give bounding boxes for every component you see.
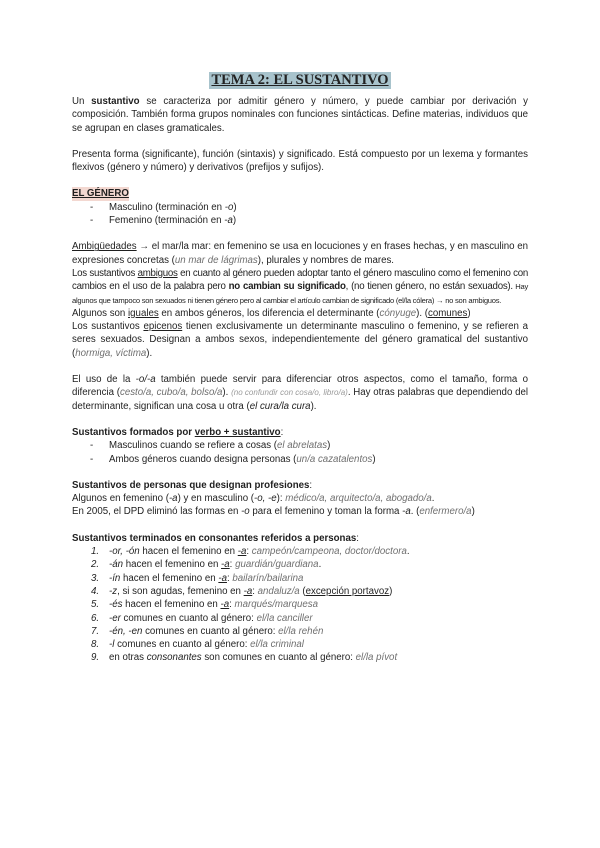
intro-term: sustantivo	[91, 96, 140, 107]
list-item	[72, 214, 528, 227]
section-heading: :	[309, 479, 313, 491]
ending-text: -a	[243, 585, 253, 597]
list-item	[72, 585, 528, 598]
para-text: )	[467, 307, 471, 319]
list-number: 1.	[91, 546, 100, 558]
ending-text: -a	[220, 599, 230, 611]
dash-marker: -	[90, 201, 94, 213]
para-text: tienen exclusivamente un determinante masculino o femenino, y se refieren a seres sexuados. Designan a ambos sexos, independientemente del género gramatical del sustantivo (	[72, 321, 528, 359]
intro-text: Un	[72, 96, 92, 107]
epicenos-paragraph	[72, 320, 528, 360]
item-text: :	[229, 599, 235, 611]
ambiguedades-paragraph	[72, 240, 528, 267]
item-text: :	[226, 572, 233, 584]
item-text: )	[233, 201, 237, 213]
ending-text: -ín	[109, 572, 121, 584]
section-heading: Sustantivos formados por	[72, 426, 195, 438]
para-text: ), plurales y nombres de mares.	[257, 254, 394, 266]
profesiones-heading	[72, 479, 528, 492]
ambiguos-paragraph	[72, 267, 528, 307]
para-text: ) y en masculino (	[177, 493, 255, 505]
ending-text: -or, -ón	[109, 546, 140, 558]
para-text: ).	[222, 387, 232, 399]
item-text: comunes en cuanto al género:	[142, 625, 279, 637]
para-text: , (no tienen género, no están sexuados).	[345, 281, 513, 293]
example-text: el/la rehén	[278, 625, 324, 637]
ambiguos-term: ambiguos	[137, 267, 178, 279]
example-text: marqués/marquesa	[234, 599, 318, 611]
example-text: guardián/guardiana	[235, 559, 319, 571]
item-text: hacen el femenino en	[139, 546, 238, 558]
section-heading: :	[356, 532, 359, 544]
exception-text: excepción portavoz	[305, 585, 390, 597]
ending-text: -o/-a	[135, 374, 156, 386]
item-text: :	[252, 585, 258, 597]
para-text: → el mar/la mar: en femenino se usa en locuciones y en frases hechas, y en masculino en expresiones concretas (	[72, 241, 528, 266]
item-text: en otras	[109, 652, 147, 664]
item-text: )	[389, 585, 393, 597]
ending-text: -o	[241, 506, 250, 518]
item-text: Masculino (terminación en	[109, 201, 225, 213]
example-text: el/la canciller	[256, 612, 313, 624]
list-number: 7.	[91, 625, 100, 637]
example-text: enfermero/a	[419, 506, 472, 518]
ending-text: -a	[221, 559, 230, 571]
example-text: médico/a, arquitecto/a, abogado/a	[285, 493, 432, 505]
item-text: hacen el femenino en	[120, 572, 219, 584]
ending-text: -a	[402, 506, 411, 518]
item-text: )	[327, 440, 331, 452]
example-text: bailarín/bailarina	[232, 572, 304, 584]
page-title: TEMA 2: EL SUSTANTIVO	[211, 72, 389, 88]
list-number: 9.	[91, 652, 100, 664]
item-text: .	[318, 559, 322, 571]
list-number: 2.	[91, 559, 100, 571]
item-ending: -a	[224, 215, 233, 227]
section-heading: Sustantivos terminados en consonantes referidos a personas	[72, 532, 357, 544]
para-text: Algunos en femenino (	[72, 493, 169, 505]
para-text: en cuanto al género pueden adoptar tanto el género masculino como el femenino con cambios en el uso de la palabra pero	[72, 267, 528, 293]
item-text: Masculinos cuando se refiere a cosas (	[109, 440, 277, 452]
consonantes-list	[72, 545, 528, 665]
list-item	[72, 545, 528, 558]
list-item	[72, 439, 528, 452]
consonantes-heading	[72, 532, 528, 545]
item-text: .	[406, 546, 410, 558]
ending-text: -án	[109, 559, 124, 571]
item-text: hacen el femenino en	[122, 599, 221, 611]
genero-heading-text: EL GÉNERO	[72, 188, 129, 200]
ending-text: -a	[218, 572, 227, 584]
intro-text: se caracteriza por admitir género y número, y puede cambiar por derivación y composición. También forma grupos nominales con funciones sintácticas. Define materias, individuos que se agrupan en clases gramaticales.	[72, 96, 528, 134]
verbo-list	[72, 439, 528, 466]
example-text: un/a cazatalentos	[296, 453, 373, 465]
example-text: andaluz/a	[257, 585, 300, 597]
example-text: el/la pívot	[355, 652, 398, 664]
dash-marker: -	[90, 440, 94, 452]
list-item	[72, 558, 528, 571]
small-note: (no confundir con cosa/o, libro/a)	[231, 388, 348, 398]
example-text: el/la criminal	[250, 639, 304, 651]
item-text: :	[229, 559, 236, 571]
section-heading: Sustantivos de personas que designan profesiones	[72, 479, 310, 491]
para-text: Algunos son	[72, 307, 129, 319]
item-text: hacen el femenino en	[123, 559, 222, 571]
list-item	[72, 598, 528, 611]
example-text: el cura/la cura	[249, 400, 311, 412]
para-text: para el femenino y toman la forma	[249, 506, 403, 518]
intro-paragraph	[72, 95, 528, 135]
para-text: Los sustantivos	[72, 321, 144, 333]
list-item	[72, 612, 528, 625]
profesiones-line	[72, 505, 528, 518]
ending-text: -a	[168, 493, 178, 505]
verbo-heading	[72, 426, 528, 439]
para-text: ).	[310, 400, 317, 412]
example-text: campeón/campeona, doctor/doctora	[251, 546, 407, 558]
para-text: ):	[276, 493, 286, 505]
para-text: .	[431, 493, 435, 505]
section-heading: verbo + sustantivo	[194, 426, 281, 438]
para-text: . (	[410, 506, 420, 518]
italic-text: consonantes	[146, 652, 202, 664]
item-text: Femenino (terminación en	[109, 215, 225, 227]
para-text: ). (	[416, 307, 428, 319]
para-text: también puede servir para diferenciar otros aspectos, como el tamaño, forma o diferencia (	[72, 374, 528, 399]
epicenos-term: epicenos	[143, 321, 183, 333]
list-item	[72, 453, 528, 466]
item-text: comunes en cuanto al género:	[114, 639, 251, 651]
bold-text: no cambian su significado	[228, 281, 346, 293]
example-text: un mar de lágrimas	[174, 254, 258, 266]
list-item	[72, 572, 528, 585]
list-item	[72, 201, 528, 214]
para-text: )	[471, 506, 475, 518]
comunes-term: comunes	[428, 307, 468, 319]
profesiones-line	[72, 492, 528, 505]
ending-text: -er	[109, 612, 121, 624]
list-item	[72, 651, 528, 664]
genero-heading	[72, 187, 528, 200]
ending-text: -a	[237, 546, 247, 558]
list-number: 3.	[91, 572, 100, 584]
iguales-term: iguales	[128, 307, 159, 319]
item-text: )	[232, 215, 237, 227]
para-text: En 2005, el DPD eliminó las formas en	[72, 506, 242, 518]
section-heading: :	[280, 426, 284, 438]
item-text: (	[299, 585, 306, 597]
document-page	[72, 72, 528, 665]
uso-paragraph	[72, 373, 528, 413]
example-text: hormiga, víctima	[75, 347, 147, 359]
para-text: en ambos géneros, los diferencia el determinante (	[158, 307, 380, 319]
item-text: comunes en cuanto al género:	[120, 612, 257, 624]
ending-text: -l	[109, 639, 115, 651]
item-text: , si son agudas, femenino en	[117, 585, 244, 597]
item-text: )	[372, 453, 376, 465]
item-text: son comunes en cuanto al género:	[201, 652, 356, 664]
ending-text: -o, -e	[254, 493, 277, 505]
ambiguedades-term: Ambigüedades	[72, 241, 137, 253]
example-text: cónyuge	[379, 307, 417, 319]
example-text: cesto/a, cubo/a, bolso/a	[119, 387, 223, 399]
dash-marker: -	[90, 215, 94, 227]
para-text: Los sustantivos	[72, 267, 138, 279]
item-text: Ambos géneros cuando designa personas (	[109, 453, 297, 465]
para-text: El uso de la	[72, 374, 136, 386]
dash-marker: -	[90, 453, 94, 465]
title-wrap	[72, 72, 528, 89]
item-ending: -o	[224, 201, 234, 213]
list-number: 8.	[91, 639, 100, 651]
list-number: 5.	[91, 599, 100, 611]
item-text: :	[246, 546, 252, 558]
ending-text: -és	[109, 599, 123, 611]
form-paragraph: Presenta forma (significante), función (sintaxis) y significado. Está compuesto por un lexema y formantes flexivos (género y número) y derivativos (prefijos y sufijos).	[72, 148, 528, 174]
ending-text: -én, -en	[109, 625, 143, 637]
example-text: el abrelatas	[277, 440, 328, 452]
small-note: Hay algunos que tampoco son sexuados ni tienen género pero al cambiar el artículo cambian de significado (el/la cólera) → no son ambiguos.	[72, 282, 528, 305]
list-number: 4.	[91, 585, 100, 597]
list-number: 6.	[91, 612, 100, 624]
para-text: . Hay otras palabras que dependiendo del determinante, significan una cosa u otra (	[72, 387, 529, 412]
ending-text: -z	[109, 585, 118, 597]
iguales-paragraph	[72, 307, 528, 320]
list-item	[72, 638, 528, 651]
para-text: ).	[146, 347, 153, 359]
list-item	[72, 625, 528, 638]
genero-list	[72, 201, 528, 228]
